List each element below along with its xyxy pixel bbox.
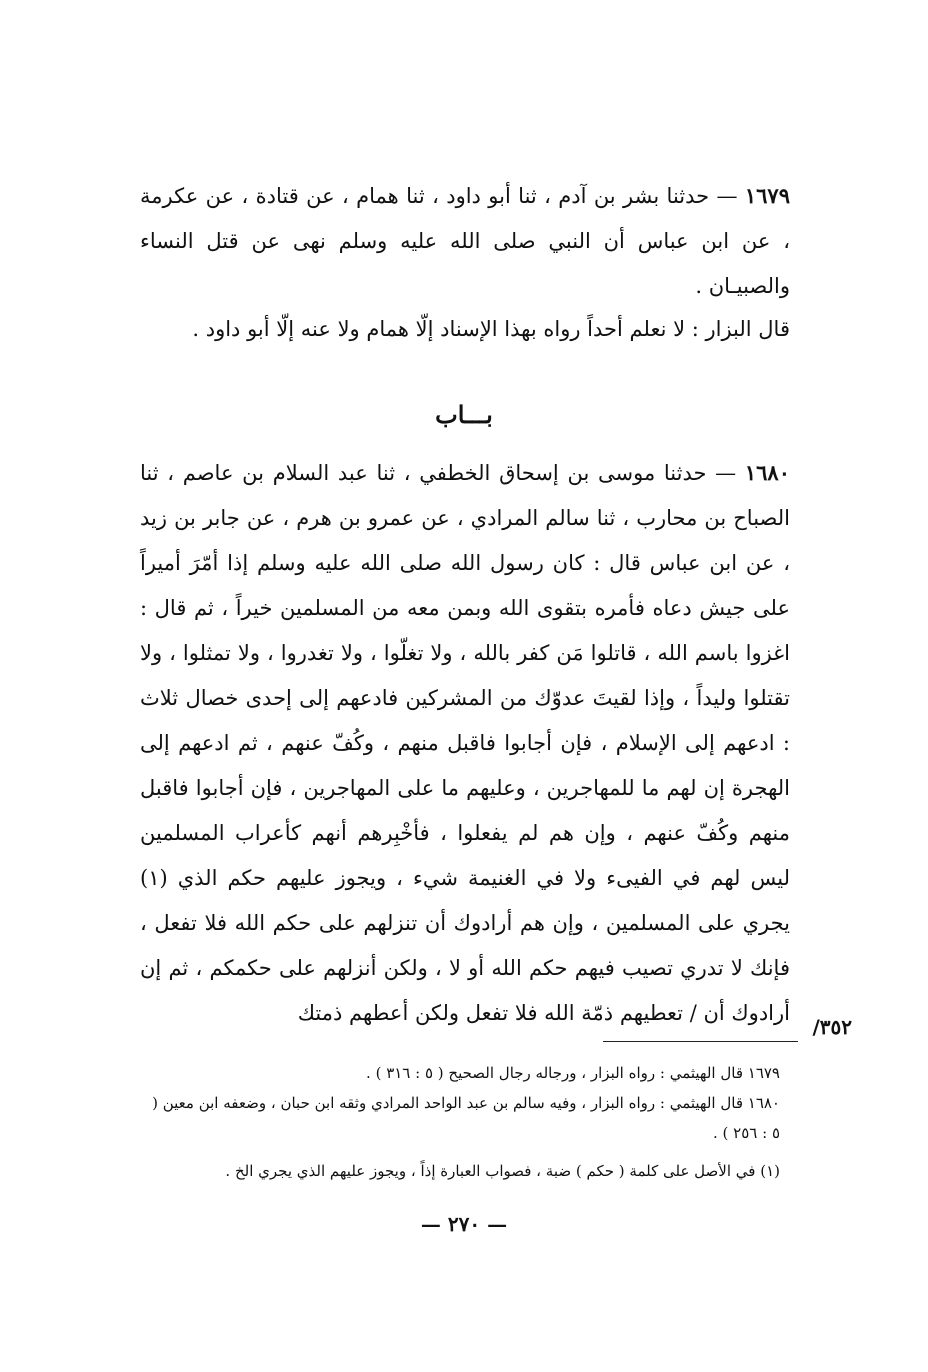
margin-page-reference: ٣٥٢/ <box>812 1015 852 1039</box>
chapter-heading-text: بـــاب <box>435 400 493 429</box>
hadith-number-1679: ١٦٧٩ <box>744 183 790 208</box>
footnote-1679: ١٦٧٩ قال الهيثمي : رواه البزار ، ورجاله رجال الصحيح ( ٥ : ٣١٦ ) . <box>366 1064 780 1082</box>
footnote-divider <box>603 1041 798 1042</box>
footnotes <box>140 1058 780 1186</box>
hadith-text-1680: — حدثنا موسى بن إسحاق الخطفي ، ثنا عبد السلام بن عاصم ، ثنا الصباح بن محارب ، ثنا سالم المرادي ، عن عمرو بن هرم ، عن جابر بن زيد ، عن ابن عباس قال : كان رسول الله صلى الله عليه وسلم إذا أمّرَ أميراً على جيش دعاه فأمره بتقوى الله وبمن معه من المسلمين خيراً ، ثم قال : اغزوا باسم الله ، قاتلوا مَن كفر بالله ، ولا تغلّوا ، ولا تغدروا ، ولا تمثلوا ، ولا تقتلوا وليداً ، وإذا لقيتَ عدوّك من المشركين فادعهم إلى إحدى خصال ثلاث : ادعهم إلى الإسلام ، فإن أجابوا فاقبل منهم ، وكُفّ عنهم ، ثم ادعهم إلى الهجرة إن لهم ما للمهاجرين ، وعليهم ما على المهاجرين ، فإن أجابوا فاقبل منهم وكُفّ عنهم ، وإن هم لم يفعلوا ، فأخْبِرهم أنهم كأعراب المسلمين ليس لهم في الفيىء ولا في الغنيمة شيء ، ويجوز عليهم حكم الذي (١) يجري على المسلمين ، وإن هم أرادوك أن تنزلهم على حكم الله فلا تفعل ، فإنك لا تدري تصيب فيهم حكم الله أو لا ، ولكن أنزلهم على حكمكم ، ثم إن أرادوك أن / تعطيهم ذمّة الله فلا تفعل ولكن أعطهم ذمتك <box>140 461 790 1025</box>
hadith-number-1680: ١٦٨٠ <box>744 460 790 485</box>
footnote-note-1: (١) في الأصل على كلمة ( حكم ) ضبة ، فصواب العبارة إذاً ، ويجوز عليهم الذي يجري الخ . <box>225 1162 780 1180</box>
hadith-1679 <box>140 173 790 309</box>
chapter-heading <box>0 400 928 429</box>
footnote-1680: ١٦٨٠ قال الهيثمي : رواه البزار ، وفيه سالم بن عبد الواحد المرادي وثقه ابن حبان ، وضعفه ابن معين ( ٥ : ٢٥٦ ) . <box>152 1094 780 1142</box>
page-number: — ٢٧٠ — <box>420 1212 508 1236</box>
hadith-1680 <box>140 450 790 1036</box>
bazzar-comment-text: قال البزار : لا نعلم أحداً رواه بهذا الإسناد إلّا همام ولا عنه إلّا أبو داود . <box>192 317 790 341</box>
hadith-text-1679: — حدثنا بشر بن آدم ، ثنا أبو داود ، ثنا همام ، عن قتادة ، عن عكرمة ، عن ابن عباس أن النبي صلى الله عليه وسلم نهى عن قتل النساء والصبيـان . <box>140 184 790 298</box>
bazzar-comment-1679 <box>140 307 790 352</box>
